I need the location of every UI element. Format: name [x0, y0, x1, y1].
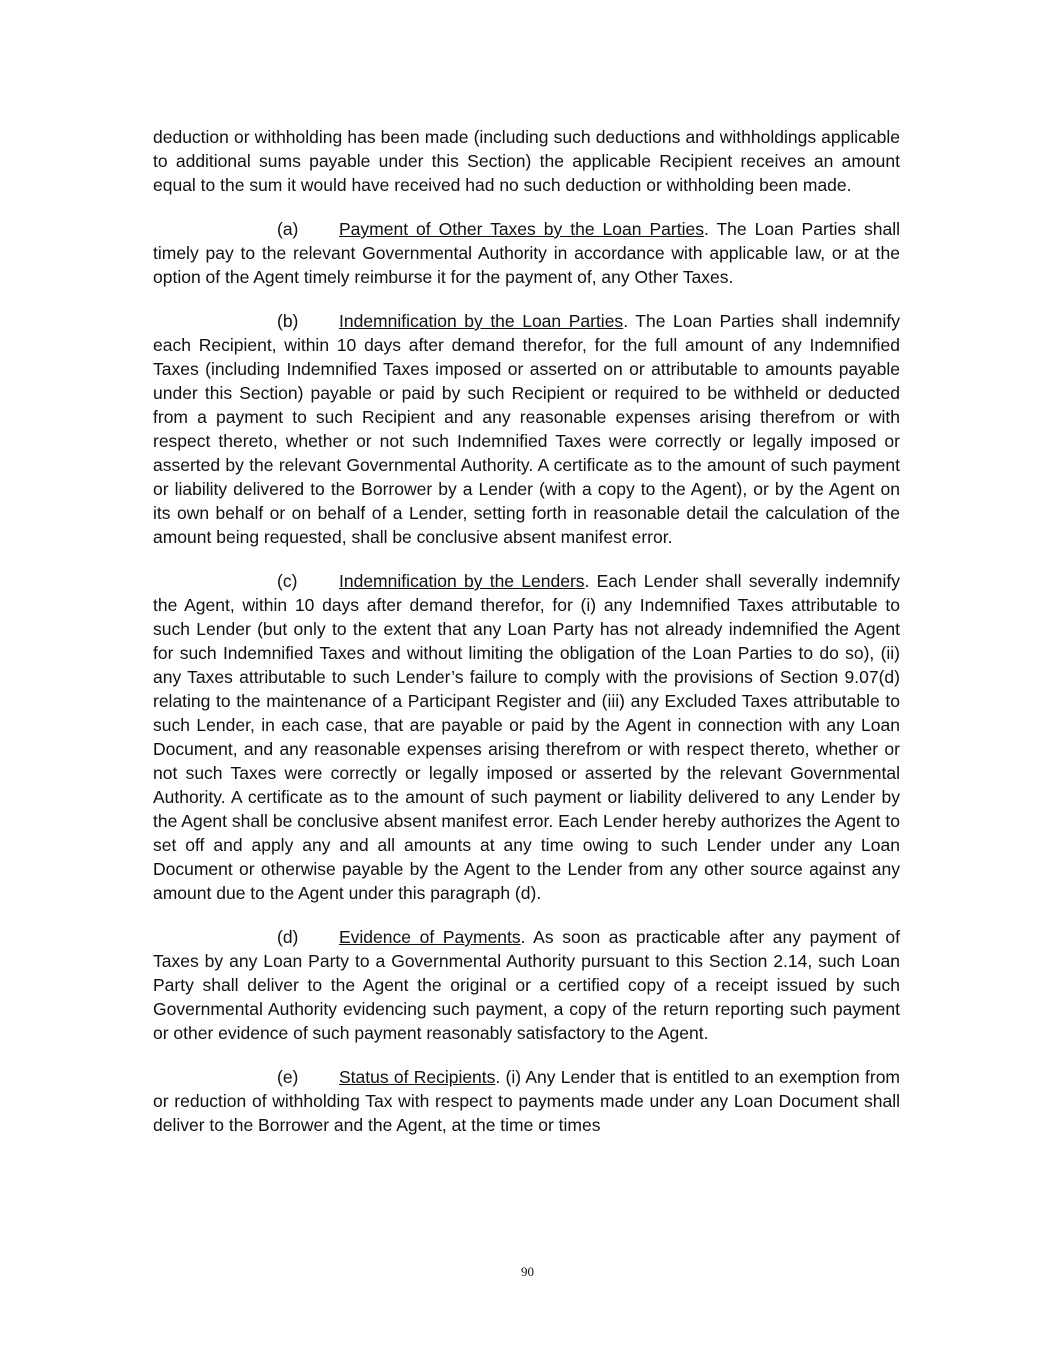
- section-e-body: . (i) Any Lender that is entitled to an exemption from or reduction of withholding Tax with respect to payments made under any Loan Document shall deliver to the Borrower and the Agent, at the time or times: [153, 1067, 900, 1135]
- section-d-heading: Evidence of Payments: [339, 927, 521, 947]
- section-d-paragraph: [153, 925, 900, 1045]
- section-c-heading: Indemnification by the Lenders: [339, 571, 585, 591]
- section-b-body: . The Loan Parties shall indemnify each Recipient, within 10 days after demand therefor, for the full amount of any Indemnified Taxes (including Indemnified Taxes imposed or asserted on or attributable to amounts payable under this Section) payable or paid by such Recipient or required to be withheld or deducted from a payment to such Recipient and any reasonable expenses arising therefrom or with respect thereto, whether or not such Indemnified Taxes were correctly or legally imposed or asserted by the relevant Governmental Authority. A certificate as to the amount of such payment or liability delivered to the Borrower by a Lender (with a copy to the Agent), or by the Agent on its own behalf or on behalf of a Lender, setting forth in reasonable detail the calculation of the amount being requested, shall be conclusive absent manifest error.: [153, 311, 900, 547]
- section-d-body: . As soon as practicable after any payment of Taxes by any Loan Party to a Governmental Authority pursuant to this Section 2.14, such Loan Party shall deliver to the Agent the original or a certified copy of a receipt issued by such Governmental Authority evidencing such payment, a copy of the return reporting such payment or other evidence of such payment reasonably satisfactory to the Agent.: [153, 927, 900, 1043]
- section-e-heading: Status of Recipients: [339, 1067, 496, 1087]
- document-page: [153, 125, 900, 1157]
- section-e-paragraph: [153, 1065, 900, 1137]
- section-a-marker: (a): [277, 219, 299, 239]
- section-c-body: . Each Lender shall severally indemnify the Agent, within 10 days after demand therefor, for (i) any Indemnified Taxes attributable to such Lender (but only to the extent that any Loan Party has not already indemnified the Agent for such Indemnified Taxes and without limiting the obligation of the Loan Parties to do so), (ii) any Taxes attributable to such Lender’s failure to comply with the provisions of Section 9.07(d) relating to the maintenance of a Participant Register and (iii) any Excluded Taxes attributable to such Lender, in each case, that are payable or paid by the Agent in connection with any Loan Document, and any reasonable expenses arising therefrom or with respect thereto, whether or not such Taxes were correctly or legally imposed or asserted by the relevant Governmental Authority. A certificate as to the amount of such payment or liability delivered to any Lender by the Agent shall be conclusive absent manifest error. Each Lender hereby authorizes the Agent to set off and apply any and all amounts at any time owing to such Lender under any Loan Document or otherwise payable by the Agent to the Lender from any other source against any amount due to the Agent under this paragraph (d).: [153, 571, 900, 903]
- section-b-marker: (b): [277, 311, 299, 331]
- section-c-paragraph: [153, 569, 900, 905]
- section-d-marker: (d): [277, 927, 299, 947]
- section-e-marker: (e): [277, 1067, 299, 1087]
- section-b-heading: Indemnification by the Loan Parties: [339, 311, 624, 331]
- page-number: 90: [521, 1264, 534, 1279]
- section-a-body: . The Loan Parties shall timely pay to the relevant Governmental Authority in accordance with applicable law, or at the option of the Agent timely reimburse it for the payment of, any Other Taxes.: [153, 219, 900, 287]
- section-a-heading: Payment of Other Taxes by the Loan Parties: [339, 219, 704, 239]
- continuation-paragraph: deduction or withholding has been made (including such deductions and withholdings applicable to additional sums payable under this Section) the applicable Recipient receives an amount equal to the sum it would have received had no such deduction or withholding been made.: [153, 127, 900, 195]
- section-a-paragraph: [153, 217, 900, 289]
- section-c-marker: (c): [277, 571, 298, 591]
- section-b-paragraph: [153, 309, 900, 549]
